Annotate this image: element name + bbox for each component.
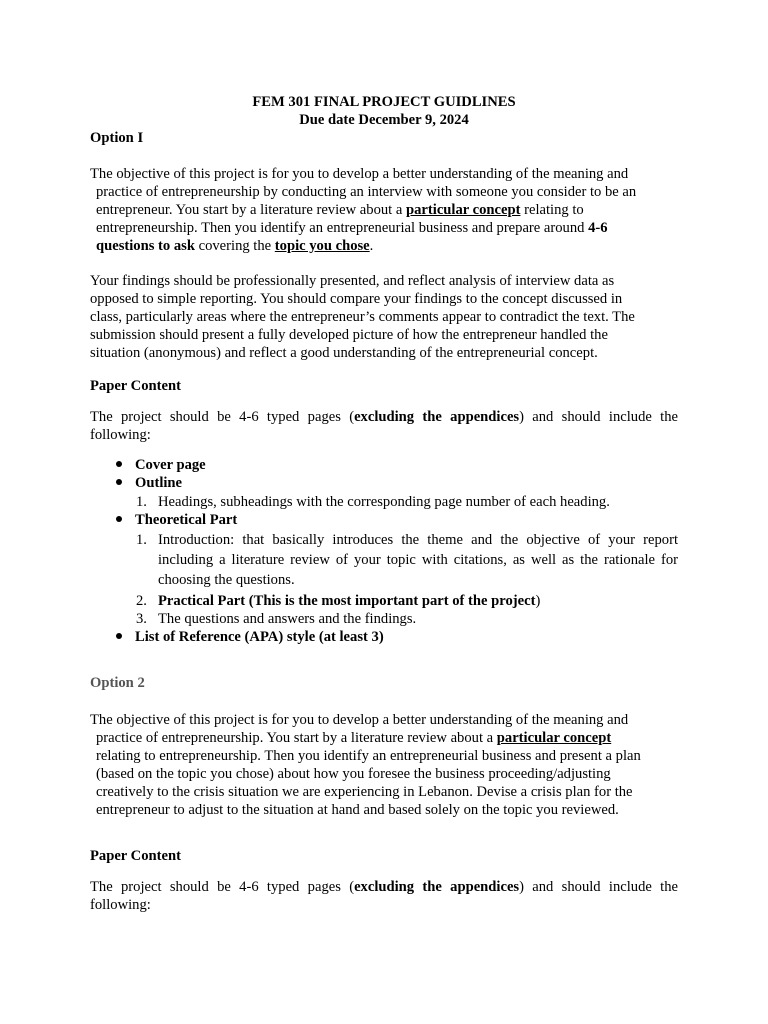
option-2-heading: Option 2	[90, 675, 145, 691]
paper-content-paragraph-2: The project should be 4-6 typed pages (excluding the appendices) and should include the following:	[90, 879, 679, 913]
text-line: Your findings should be professionally presented, and reflect analysis of interview data as	[90, 273, 615, 289]
text-line: The objective of this project is for you to develop a better understanding of the meaning and	[90, 166, 629, 182]
bullet-icon	[115, 460, 123, 468]
list-item-questions: The questions and answers and the findings.	[158, 611, 417, 627]
particular-concept-emphasis: particular concept	[406, 202, 521, 218]
list-item-practical-part: Practical Part (This is the most important part of the project)	[158, 593, 541, 609]
due-date: Due date December 9, 2024	[299, 112, 469, 128]
text-line: (based on the topic you chose) about how you foresee the business proceeding/adjusting	[96, 766, 611, 782]
list-item-outline: Outline	[135, 475, 183, 491]
text-line: opposed to simple reporting. You should compare your findings to the concept discussed in	[90, 291, 623, 307]
topic-emphasis: topic you chose	[274, 238, 370, 254]
list-number: 2.	[136, 593, 147, 609]
text-line: questions to ask covering the topic you chose.	[96, 238, 374, 254]
text-line: class, particularly areas where the entrepreneur’s comments appear to contradict the text. The	[90, 309, 635, 325]
list-item-introduction: Introduction: that basically introduces the theme and the objective of your report including a literature review of your topic with citations, as well as the rationale for choosing the questions.	[158, 532, 678, 588]
text-line: entrepreneurship. Then you identify an entrepreneurial business and prepare around 4-6	[96, 220, 608, 236]
option-2-intro	[90, 711, 678, 819]
text-line: entrepreneur. You start by a literature review about a particular concept relating to	[96, 202, 584, 218]
paper-content-heading: Paper Content	[90, 378, 181, 394]
list-item-theoretical-part: Theoretical Part	[135, 512, 238, 528]
list-item-cover-page: Cover page	[135, 457, 206, 473]
bullet-icon	[115, 478, 123, 486]
paper-content-heading-2: Paper Content	[90, 848, 181, 864]
text-line: situation (anonymous) and reflect a good understanding of the entrepreneurial concept.	[90, 345, 598, 361]
text-line: The objective of this project is for you to develop a better understanding of the meaning and	[90, 712, 629, 728]
bullet-icon	[115, 515, 123, 523]
paper-content-paragraph: The project should be 4-6 typed pages (excluding the appendices) and should include the following:	[90, 409, 679, 443]
text-line: submission should present a fully developed picture of how the entrepreneur handled the	[90, 327, 608, 343]
list-number: 1.	[136, 532, 147, 548]
findings-paragraph	[90, 272, 678, 362]
list-item-headings: Headings, subheadings with the corresponding page number of each heading.	[158, 494, 610, 510]
text-line: practice of entrepreneurship by conducting an interview with someone you consider to be an	[96, 184, 637, 200]
document-title: FEM 301 FINAL PROJECT GUIDLINES	[252, 94, 516, 110]
list-number: 1.	[136, 494, 147, 510]
list-item-references: List of Reference (APA) style (at least 3)	[135, 629, 384, 645]
option-1-intro	[90, 165, 678, 255]
text-line: entrepreneur to adjust to the situation at hand and based solely on the topic you reviewed.	[96, 802, 619, 818]
text-line: practice of entrepreneurship. You start by a literature review about a particular concept	[96, 730, 612, 746]
text-line: relating to entrepreneurship. Then you identify an entrepreneurial business and present a plan	[96, 748, 641, 764]
option-1-heading: Option I	[90, 130, 144, 146]
list-number: 3.	[136, 611, 147, 627]
text-line: creatively to the crisis situation we are experiencing in Lebanon. Devise a crisis plan for the	[96, 784, 633, 800]
particular-concept-emphasis: particular concept	[496, 730, 612, 746]
bullet-icon	[115, 632, 123, 640]
